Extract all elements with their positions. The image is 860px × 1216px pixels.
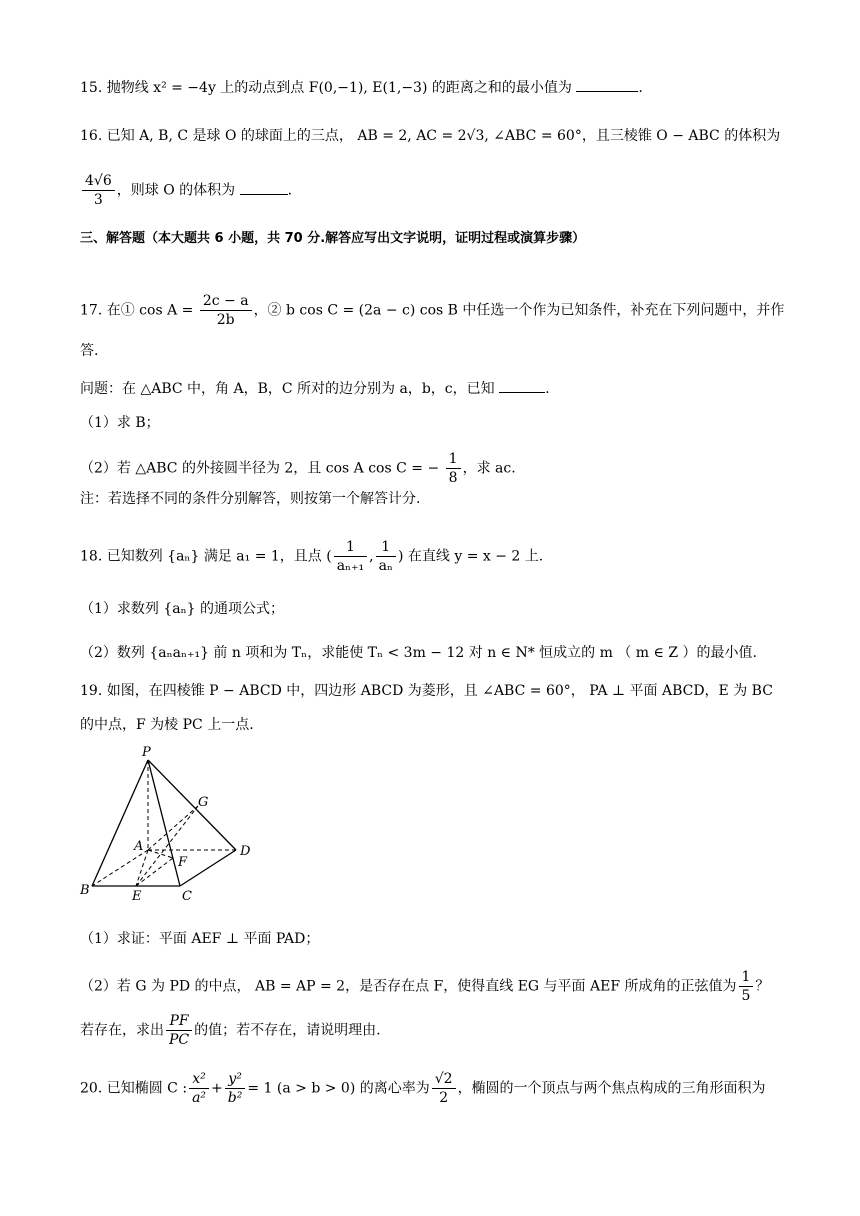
question-18-part2: （2）数列 {aₙaₙ₊₁} 前 n 项和为 Tₙ，求能使 Tₙ < 3m − 12 对 n ∈ N* 恒成立的 m （ m ∈ Z ）的最小值. [80, 645, 757, 661]
fraction-denominator: b² [227, 1090, 243, 1106]
problem-text: 问题：在 △ABC 中，角 A，B，C 所对的边分别为 a，b，c，已知 [80, 381, 495, 397]
question-text-mid: = 1 (a > b > 0) 的离心率为 [247, 1080, 430, 1097]
question-text: 如图，在四棱锥 P − ABCD 中，四边形 ABCD 为菱形，且 ∠ABC = 60°， PA ⊥ 平面 ABCD，E 为 BC [106, 683, 773, 699]
question-17-note: 注：若选择不同的条件分别解答，则按第一个解答计分. [80, 491, 421, 507]
cos-fraction [446, 450, 461, 487]
question-17-part1: （1）求 B； [80, 415, 160, 431]
answer-blank [499, 378, 545, 393]
fraction-numerator: y² [225, 1070, 246, 1089]
question-19 [80, 680, 782, 702]
part-text: （2）若 △ABC 的外接圆半径为 2，且 cos A cos C = − [80, 460, 440, 477]
fraction-denominator: 2 [439, 1090, 449, 1106]
condition-1: 在① cos A = [106, 302, 194, 319]
question-number: 19. [80, 683, 103, 699]
part-text: （2）若 G 为 PD 的中点， AB = AP = 2，是否存在点 F，使得直线 EG 与平面 AEF 所成角的正弦值为 [80, 978, 737, 995]
edge-PD [148, 760, 236, 850]
question-20 [80, 1070, 782, 1107]
part-text: 若存在，求出 [80, 1022, 164, 1039]
eccentricity-fraction [432, 1070, 456, 1107]
fraction-numerator: √2 [432, 1070, 456, 1089]
label-G: G [198, 795, 209, 810]
fraction-denominator: 3 [93, 192, 103, 208]
question-17-part2 [80, 450, 782, 487]
period: . [287, 182, 293, 199]
question-17 [80, 292, 785, 329]
label-E: E [132, 889, 142, 904]
y-term-fraction [225, 1070, 246, 1107]
x-term-fraction [189, 1070, 209, 1107]
label-P: P [142, 745, 151, 760]
question-17-line2: 答. [80, 343, 99, 359]
question-number: 17. [80, 302, 103, 319]
question-number: 20. [80, 1080, 103, 1097]
fraction-denominator: 5 [741, 988, 751, 1004]
question-text: 抛物线 x² = −4y 上的动点到点 F(0,−1), E(1,−3) 的距离之和的最小值为 [106, 80, 572, 96]
question-19-line2: 的中点，F 为棱 PC 上一点. [80, 717, 254, 733]
fraction-numerator: 1 [739, 968, 754, 987]
plus-sign: + [211, 1080, 223, 1097]
label-B: B [80, 883, 90, 898]
question-text: 已知 A, B, C 是球 O 的球面上的三点， AB = 2, AC = 2√3, ∠ABC = 60°，且三棱锥 O − ABC 的体积为 [106, 128, 781, 144]
fraction-numerator: 1 [376, 538, 396, 557]
label-A: A [134, 839, 144, 854]
question-17-problem [80, 378, 782, 400]
sine-fraction [739, 968, 754, 1005]
edge-CD [180, 850, 236, 886]
edge-PC [148, 760, 180, 886]
fraction-denominator: 8 [448, 470, 458, 486]
fraction-numerator: x² [189, 1070, 209, 1089]
question-19-part2 [80, 968, 782, 1005]
question-18 [80, 538, 782, 575]
point-x-fraction [334, 538, 367, 575]
question-16 [80, 125, 782, 147]
section-heading: 三、解答题（本大题共 6 小题，共 70 分.解答应写出文字说明，证明过程或演算步骤） [80, 231, 586, 246]
question-text: 已知椭圆 C : [106, 1080, 188, 1097]
fraction-denominator: aₙ [378, 558, 393, 574]
condition-fraction [200, 292, 252, 329]
question-16-line2 [80, 172, 782, 209]
question-text-end: ) 在直线 y = x − 2 上. [397, 548, 544, 565]
question-15 [80, 77, 782, 99]
label-F: F [178, 855, 188, 870]
question-number: 18. [80, 548, 103, 565]
edge-PB [92, 760, 148, 886]
segment-AF [148, 850, 173, 858]
segment-EG [136, 806, 198, 886]
fraction-denominator: a² [192, 1090, 207, 1106]
part-text-end: 的值；若不存在，请说明理由. [194, 1022, 381, 1039]
comma: , [369, 548, 374, 565]
fraction-numerator: 1 [446, 450, 461, 469]
question-19-part1: （1）求证：平面 AEF ⊥ 平面 PAD； [80, 931, 320, 947]
segment-AG [148, 806, 198, 850]
period: . [638, 80, 643, 96]
fraction-denominator: 2b [216, 312, 235, 328]
question-text: 已知数列 {aₙ} 满足 a₁ = 1，且点 ( [106, 548, 332, 565]
question-number: 15. [80, 80, 103, 96]
label-C: C [182, 889, 192, 904]
ratio-fraction [166, 1012, 192, 1049]
question-number: 16. [80, 128, 103, 144]
question-text: ，则球 O 的体积为 [116, 182, 236, 199]
question-18-part1: （1）求数列 {aₙ} 的通项公式； [80, 601, 285, 617]
answer-blank [576, 77, 638, 92]
condition-2: ，② b cos C = (2a − c) cos B 中任选一个作为已知条件，补充在下列问题中，并作 [253, 302, 785, 319]
volume-fraction [82, 172, 115, 209]
question-mark: ？ [755, 978, 770, 995]
point-y-fraction [376, 538, 396, 575]
fraction-numerator: 2c − a [200, 292, 252, 311]
period: . [545, 381, 550, 397]
fraction-numerator: 4√6 [82, 172, 115, 191]
pyramid-figure [70, 740, 270, 910]
fraction-denominator: aₙ₊₁ [336, 558, 365, 574]
label-D: D [240, 844, 251, 859]
answer-blank [240, 180, 288, 195]
fraction-numerator: 1 [334, 538, 367, 557]
question-19-part2-line2 [80, 1012, 782, 1049]
question-text-end: ，椭圆的一个顶点与两个焦点构成的三角形面积为 [457, 1080, 766, 1097]
fraction-denominator: PC [169, 1032, 190, 1048]
fraction-numerator: PF [166, 1012, 192, 1031]
segment-AE [136, 850, 148, 886]
part-text-end: ，求 ac. [462, 460, 516, 477]
